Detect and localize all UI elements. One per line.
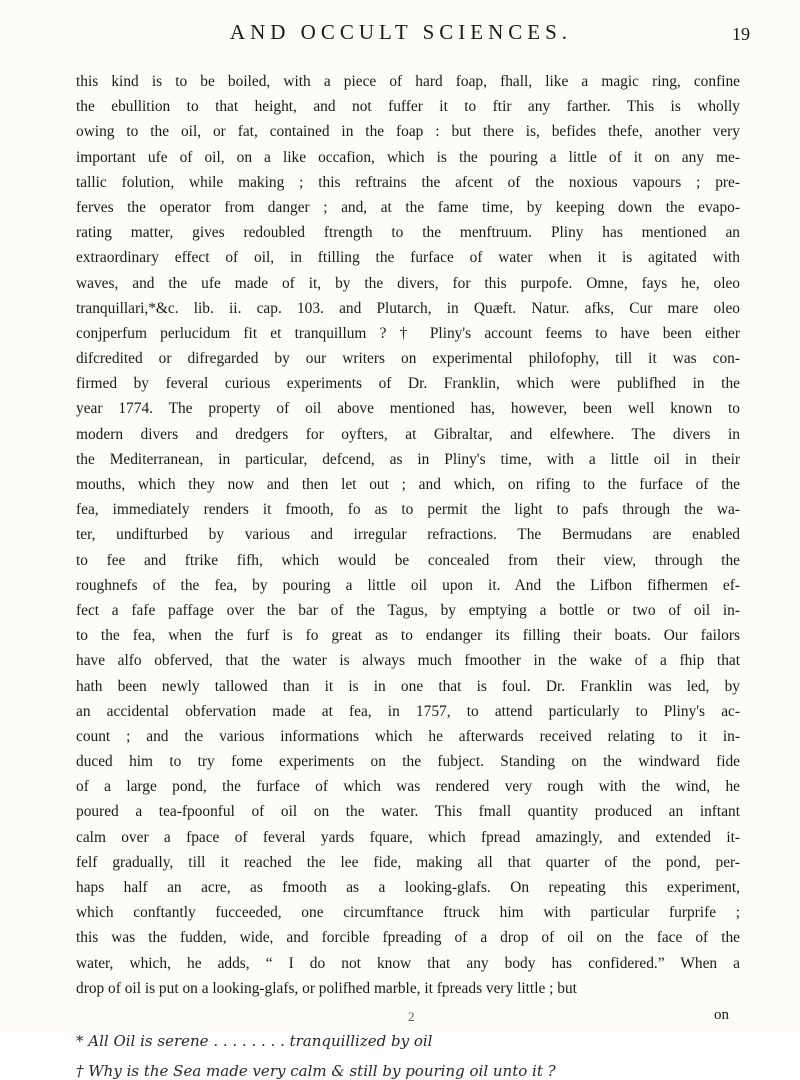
text-line: hath been newly tallowed than it is in one that is foul. Dr. Franklin was led, by [76, 677, 740, 695]
handwritten-footnote: † Why is the Sea made very calm & still by pouring oil unto it ? [76, 1062, 556, 1080]
text-line: the ebullition to that height, and not fuffer it to ftir any farther. This is wholly [76, 98, 740, 116]
text-line: drop of oil is put on a looking-glafs, or polifhed marble, it fpreads very little ; but [76, 979, 577, 997]
signature-mark: 2 [408, 1009, 415, 1024]
text-line: count ; and the various informations which he afterwards received relating to it in- [76, 727, 740, 745]
text-line: which conftantly fucceeded, one circumftance ftruck him with particular furprife ; [76, 904, 740, 922]
text-line: fect a fafe paffage over the bar of the Tagus, by emptying a bottle or two of oil in- [76, 601, 740, 619]
text-line: duced him to try fome experiments on the fubject. Standing on the windward fide [76, 753, 740, 771]
text-line: ferves the operator from danger ; and, at the fame time, by keeping down the evapo- [76, 198, 740, 216]
text-line: to fee and ftrike fifh, which would be concealed from their view, through the [76, 551, 740, 569]
text-line: the Mediterranean, in particular, defcend, as in Pliny's time, with a little oil in their [76, 450, 740, 468]
text-line: this kind is to be boiled, with a piece of hard foap, fhall, like a magic ring, confine [76, 73, 740, 90]
text-line: owing to the oil, or fat, contained in the foap : but there is, befides thefe, another very [76, 123, 740, 141]
text-line: water, which, he adds, “ I do not know that any body has confidered.” When a [76, 954, 740, 972]
handwritten-footnote: * All Oil is serene . . . . . . . . tranquillized by oil [76, 1032, 433, 1050]
text-line: to the fea, when the furf is fo great as to endanger its filling their boats. Our failors [76, 627, 740, 645]
text-line: ter, undifturbed by various and irregular refractions. The Bermudans are enabled [76, 526, 740, 544]
text-line: roughnefs of the fea, by pouring a little oil upon it. And the Lifbon fifhermen ef- [76, 576, 740, 594]
text-line: of a large pond, the furface of which was rendered very rough with the wind, he [76, 778, 740, 796]
text-line: calm over a fpace of feveral yards fquare, which fpread amazingly, and extended it- [76, 828, 740, 846]
catchword: on [714, 1007, 729, 1023]
text-line: firmed by feveral curious experiments of Dr. Franklin, which were publifhed in the [76, 375, 740, 393]
text-line: year 1774. The property of oil above mentioned has, however, been well known to [76, 400, 740, 418]
text-line: tallic folution, while making ; this reftrains the afcent of the noxious vapours ; pre- [76, 173, 740, 191]
text-line: rating matter, gives redoubled ftrength to the menftruum. Pliny has mentioned an [76, 224, 740, 242]
text-line: this was the fudden, wide, and forcible fpreading of a drop of oil on the face of the [76, 929, 740, 947]
text-line: haps half an acre, as fmooth as a looking-glafs. On repeating this experiment, [76, 879, 740, 896]
text-line: tranquillari,*&c. lib. ii. cap. 103. and Plutarch, in Quæft. Natur. afks, Cur mare oleo [76, 299, 740, 317]
text-line: modern divers and dredgers for oyfters, at Gibraltar, and elfewhere. The divers in [76, 425, 740, 443]
text-line: have alfo obferved, that the water is always much fmoother in the wake of a fhip that [76, 652, 740, 670]
text-line: conjperfum perlucidum fit et tranquillum ? † Pliny's account feems to have been either [76, 324, 740, 342]
text-line: an accidental obfervation made at fea, in 1757, to attend particularly to Pliny's ac- [76, 702, 740, 720]
text-line: important ufe of oil, on a like occafion, which is the pouring a little of it on any me- [76, 148, 740, 166]
page-number: 19 [732, 24, 750, 44]
body-text [76, 69, 740, 1001]
running-head: AND OCCULT SCIENCES. [229, 20, 573, 44]
text-line: felf gradually, till it reached the lee fide, making all that quarter of the pond, per- [76, 853, 740, 871]
text-line: extraordinary effect of oil, in ftilling the furface of water when it is agitated with [76, 249, 740, 267]
text-line: difcredited or difregarded by our writers on experimental philofophy, till it was con- [76, 350, 740, 368]
text-line: mouths, which they now and then let out ; and which, on rifing to the furface of the [76, 476, 740, 493]
text-line: waves, and the ufe made of it, by the divers, for this purpofe. Omne, fays he, oleo [76, 274, 740, 292]
text-line: poured a tea-fpoonful of oil on the water. This fmall quantity produced an inftant [76, 803, 740, 821]
text-line: fea, immediately renders it fmooth, fo as to permit the light to pafs through the wa- [76, 501, 740, 519]
